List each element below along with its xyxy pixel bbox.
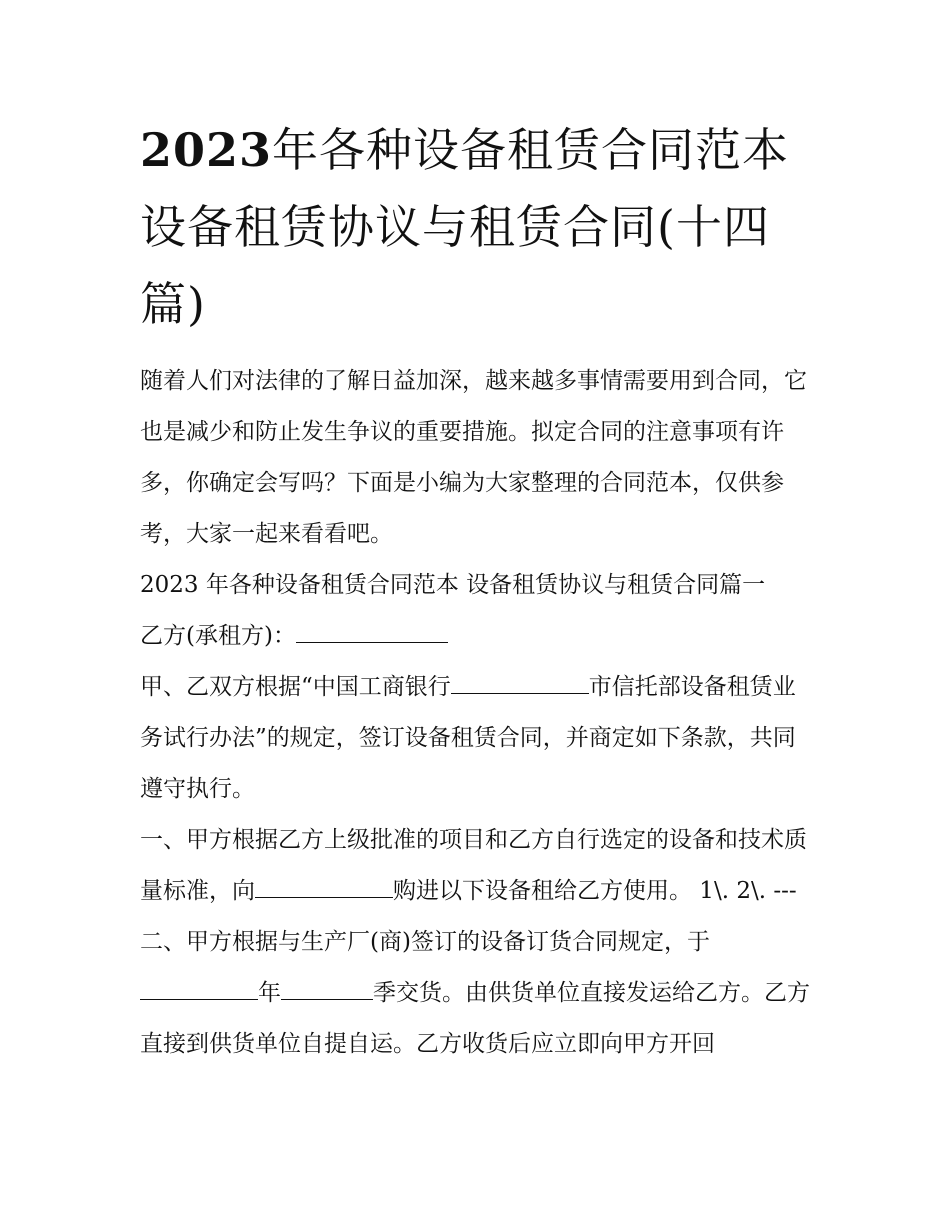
paragraph-basis-start: 甲、乙双方根据“中国工商银行 — [140, 674, 451, 700]
fill-blank-party-b — [296, 618, 448, 643]
party-b-line — [140, 611, 816, 662]
paragraph-basis — [140, 662, 816, 815]
clause-one — [140, 815, 816, 917]
clause-two-end: 季交货。由供货单位直接发运给乙方。乙方直接到供货单位自提自运。乙方收货后应立即向甲方开回 — [140, 980, 810, 1057]
fill-blank-bank-city — [451, 669, 589, 694]
section-heading: 2023 年各种设备租赁合同范本 设备租赁协议与租赁合同篇一 — [140, 572, 766, 598]
party-b-label: 乙方(承租方)： — [140, 623, 296, 649]
clause-two-start: 二、甲方根据与生产厂(商)签订的设备订货合同规定，于 — [140, 929, 710, 955]
fill-blank-year — [140, 975, 258, 1000]
clause-one-start: 一、甲方根据乙方上级批准的项目和乙方自行选定的设备和技术质量标准，向 — [140, 827, 807, 904]
fill-blank-quarter — [281, 975, 373, 1000]
intro-paragraph: 随着人们对法律的了解日益加深，越来越多事情需要用到合同，它也是减少和防止发生争议的重要措施。拟定合同的注意事项有许多，你确定会写吗？下面是小编为大家整理的合同范本，仅供参考，大家一起来看看吧。 — [140, 368, 807, 547]
title-text: 年各种设备租赁合同范本设备租赁协议与租赁合同(十四篇) — [140, 123, 790, 331]
clause-one-end: 购进以下设备租给乙方使用。 1\. 2\. --- — [393, 878, 797, 904]
fill-blank-supplier — [255, 873, 393, 898]
clause-two-year-label: 年 — [258, 980, 281, 1006]
paragraph-basis-end: 市信托部设备租赁业务试行办法”的规定，签订设备租赁合同，并商定如下条款，共同遵守执行。 — [140, 674, 796, 802]
title-year: 2023 — [140, 123, 273, 177]
document-body — [140, 356, 816, 1070]
clause-two — [140, 917, 816, 1070]
document-title — [140, 112, 820, 343]
